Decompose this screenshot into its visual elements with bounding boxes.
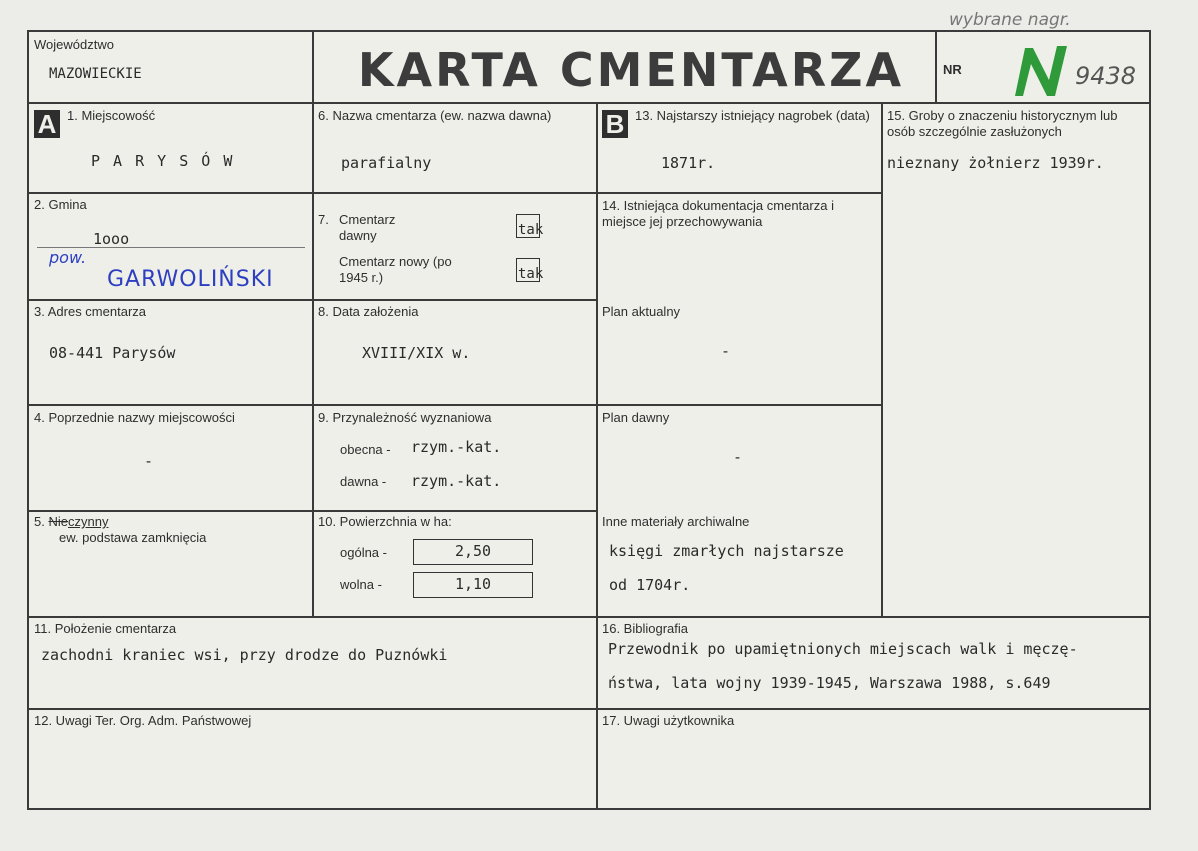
field-1-label: 1. Miejscowość	[67, 108, 156, 123]
field-13-label: 13. Najstarszy istniejący nagrobek (data)	[635, 108, 870, 123]
field-9-dawna-label: dawna -	[340, 474, 387, 489]
field-11-label: 11. Położenie cmentarza	[34, 621, 177, 636]
field-10-ogolna-label: ogólna -	[340, 545, 387, 560]
inne-materialy-value-2: od 1704r.	[609, 576, 691, 594]
field-8-value: XVIII/XIX w.	[362, 344, 471, 362]
field-9-dawna-value: rzym.-kat.	[411, 472, 502, 490]
divider	[29, 404, 881, 406]
nr-label: NR	[943, 62, 962, 77]
field-13-value: 1871r.	[661, 154, 716, 172]
field-7-dawny-label: Cmentarz dawny	[339, 212, 396, 243]
field-4-label: 4. Poprzednie nazwy miejscowości	[34, 410, 235, 425]
divider	[881, 102, 883, 617]
field-7-nowy-value: tak	[518, 266, 544, 282]
section-a-letter: A	[34, 110, 60, 138]
field-3-label: 3. Adres cmentarza	[34, 304, 146, 319]
field-1-value: P A R Y S Ó W	[91, 152, 235, 170]
field-4-value: -	[144, 452, 154, 470]
divider	[596, 102, 598, 810]
field-8-label: 8. Data założenia	[318, 304, 419, 319]
section-b-letter: B	[602, 110, 628, 138]
plan-dawny-value: -	[733, 448, 743, 466]
card-title: KARTA CMENTARZA	[357, 43, 905, 97]
inne-materialy-value-1: księgi zmarłych najstarsze	[609, 542, 844, 560]
field-2-label: 2. Gmina	[34, 197, 87, 212]
divider	[29, 299, 596, 301]
field-5-main: czynny	[67, 514, 109, 529]
top-note: wybrane nagr.	[949, 10, 1071, 30]
field-10-ogolna-value: 2,50	[413, 539, 533, 565]
field-6-label: 6. Nazwa cmentarza (ew. nazwa dawna)	[318, 108, 552, 123]
field-15-label: 15. Groby o znaczeniu historycznym lub osób szczególnie zasłużonych	[887, 108, 1118, 139]
plan-aktualny-value: -	[721, 342, 731, 360]
divider	[29, 616, 1149, 618]
field-2-value: 1ooo	[93, 230, 130, 248]
field-7-label: 7.	[318, 212, 329, 227]
field-7-nowy-label: Cmentarz nowy (po 1945 r.)	[339, 254, 452, 285]
field-10-wolna-value: 1,10	[413, 572, 533, 598]
wojewodztwo-label: Województwo	[34, 37, 114, 52]
inne-materialy-label: Inne materiały archiwalne	[602, 514, 750, 529]
field-6-value: parafialny	[341, 154, 432, 172]
field-10-label: 10. Powierzchnia w ha:	[318, 514, 452, 529]
plan-dawny-label: Plan dawny	[602, 410, 670, 425]
nr-number: 9438	[1075, 62, 1137, 90]
field-16-value-2: ństwa, lata wojny 1939-1945, Warszawa 1988, s.649	[608, 674, 1051, 692]
field-16-value-1: Przewodnik po upamiętnionych miejscach walk i męczę-	[608, 640, 1078, 658]
field-5-sublabel: ew. podstawa zamknięcia	[59, 530, 207, 545]
wojewodztwo-value: MAZOWIECKIE	[49, 66, 142, 82]
field-12-label: 12. Uwagi Ter. Org. Adm. Państwowej	[34, 713, 252, 728]
field-10-wolna-label: wolna -	[340, 577, 382, 592]
field-11-value: zachodni kraniec wsi, przy drodze do Puznówki	[41, 646, 448, 664]
field-17-label: 17. Uwagi użytkownika	[602, 713, 735, 728]
field-9-label: 9. Przynależność wyznaniowa	[318, 410, 492, 425]
plan-aktualny-label: Plan aktualny	[602, 304, 681, 319]
divider	[312, 32, 314, 617]
field-7-dawny-value: tak	[518, 222, 544, 238]
divider	[29, 510, 596, 512]
divider	[29, 708, 1149, 710]
field-2-powiat: GARWOLIŃSKI	[107, 267, 274, 292]
field-2-pow: pow.	[49, 248, 87, 267]
divider	[29, 102, 1149, 104]
field-15-value: nieznany żołnierz 1939r.	[887, 154, 1104, 172]
cemetery-card	[27, 10, 1151, 810]
field-5-struck: Nie	[48, 514, 68, 529]
n-stamp-mark	[1009, 40, 1079, 102]
field-9-obecna-value: rzym.-kat.	[411, 438, 502, 456]
field-14-label: 14. Istniejąca dokumentacja cmentarza i miejsce jej przechowywania	[602, 198, 834, 229]
field-16-label: 16. Bibliografia	[602, 621, 688, 636]
divider	[29, 192, 881, 194]
field-9-obecna-label: obecna -	[340, 442, 391, 457]
field-5-label	[34, 514, 108, 530]
field-5-number: 5.	[34, 514, 45, 529]
field-3-value: 08-441 Parysów	[49, 344, 176, 362]
